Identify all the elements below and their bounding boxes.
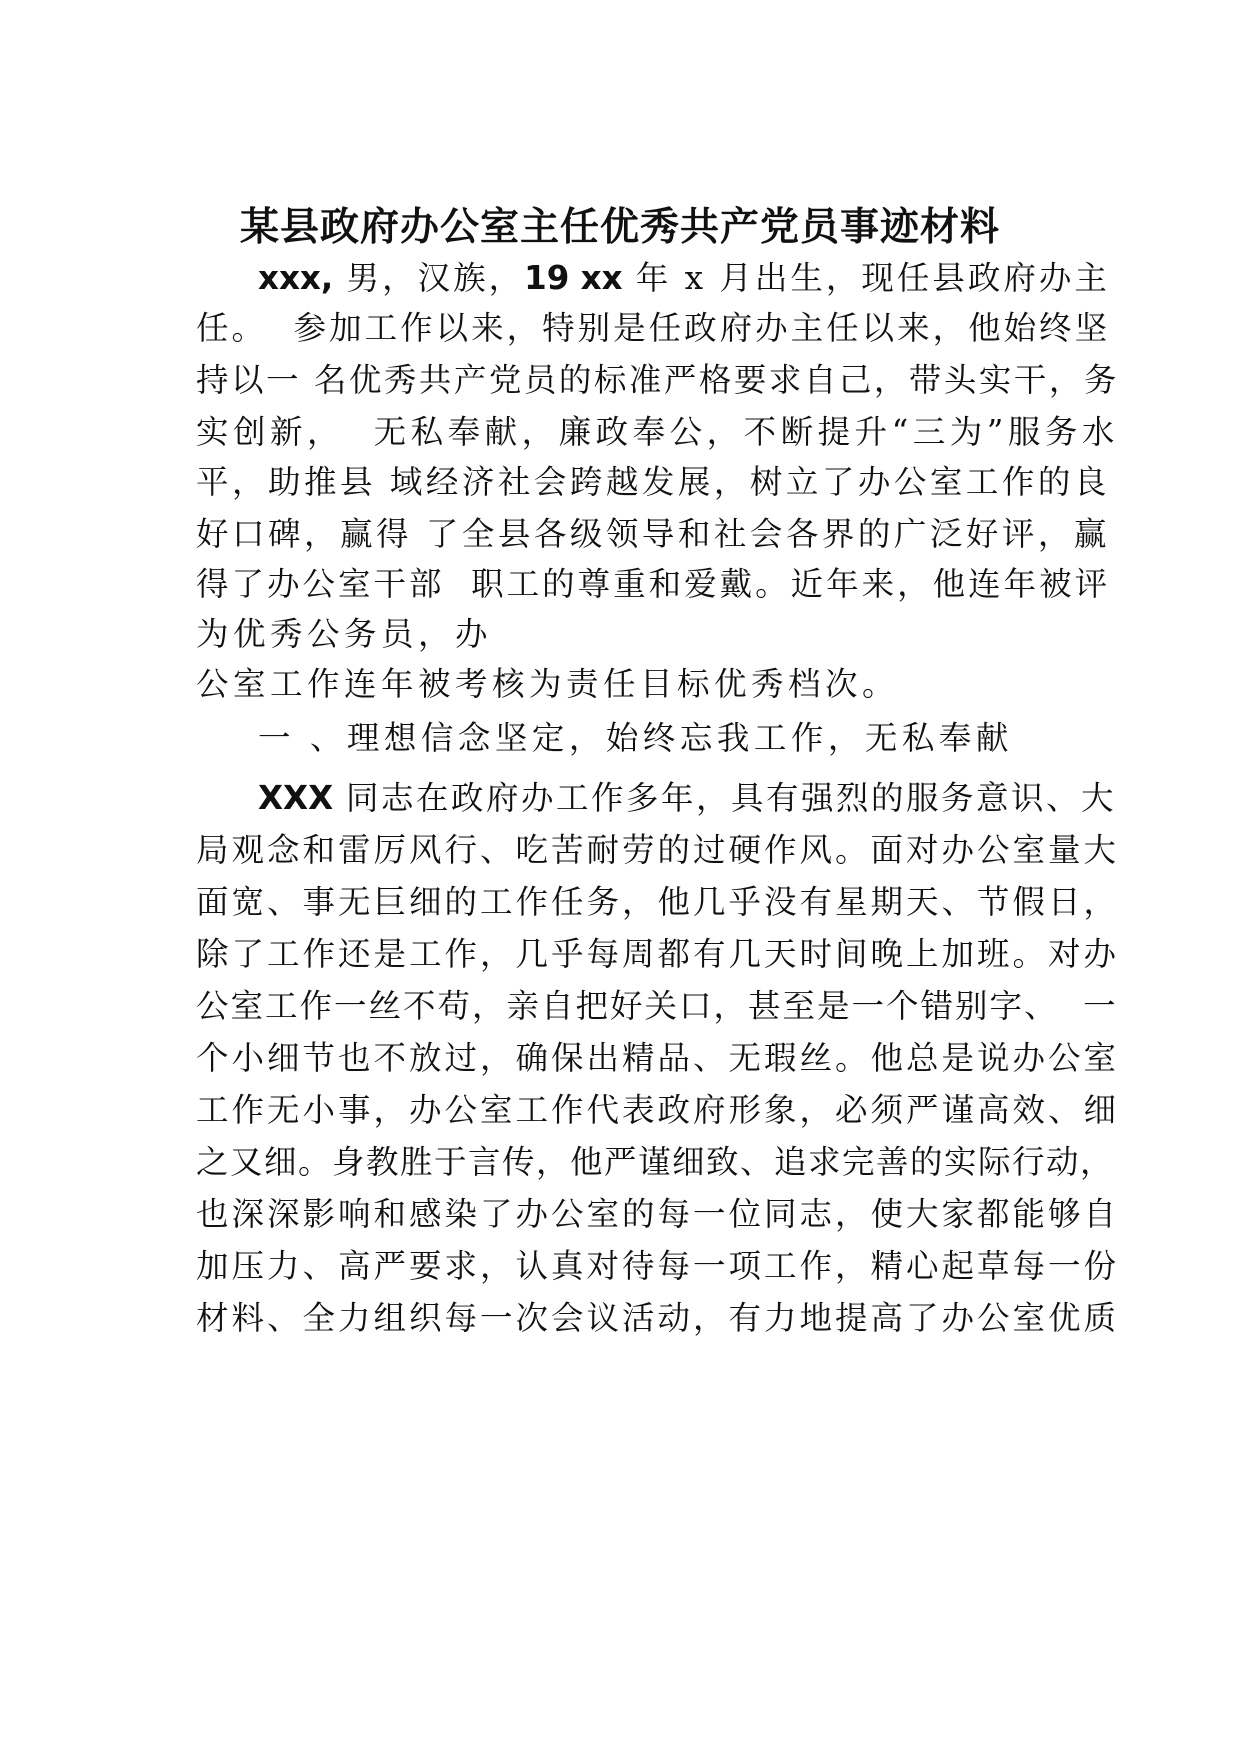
- intro-line-1: xxx, 男，汉族，19 xx 年 x 月出生，现任县政府办主: [258, 259, 1110, 297]
- person-name: xxx,: [258, 259, 334, 297]
- intro-line-5: 平，助推县 域经济社会跨越发展，树立了办公室工作的良: [196, 463, 1110, 501]
- intro-line-8: 为优秀公务员，办: [196, 615, 493, 653]
- section-1-line-11: 材料、全力组织每一次会议活动，有力地提高了办公室优质: [196, 1299, 1120, 1337]
- section-1-line-1: XXX 同志在政府办工作多年，具有强烈的服务意识、大: [258, 779, 1117, 817]
- intro-line-3: 持以一 名优秀共产党员的标准严格要求自己，带头实干，务: [196, 361, 1119, 399]
- section-1-line-9: 也深深影响和感染了办公室的每一位同志，使大家都能够自: [196, 1195, 1120, 1233]
- section-1-line-6: 个小细节也不放过，确保出精品、无瑕丝。他总是说办公室: [196, 1039, 1120, 1077]
- person-name-xxx: XXX: [258, 779, 334, 817]
- section-1-line-7: 工作无小事，办公室工作代表政府形象，必须严谨高效、细: [196, 1091, 1120, 1129]
- section-1-line-3: 面宽、事无巨细的工作任务，他几乎没有星期天、节假日，: [196, 883, 1120, 921]
- section-1-line-10: 加压力、高严要求，认真对待每一项工作，精心起草每一份: [196, 1247, 1120, 1285]
- section-1-line-8: 之又细。身教胜于言传，他严谨细致、追求完善的实际行动，: [196, 1143, 1115, 1181]
- intro-line-9: 公室工作连年被考核为责任目标优秀档次。: [196, 665, 900, 703]
- section-1-line-2: 局观念和雷厉风行、吃苦耐劳的过硬作风。面对办公室量大: [196, 831, 1120, 869]
- intro-line-6: 好口碑，赢得 了全县各级领导和社会各界的广泛好评，赢: [196, 515, 1110, 553]
- section-1-heading: 一 、理想信念坚定，始终忘我工作，无私奉献: [258, 719, 1013, 757]
- document-title: 某县政府办公室主任优秀共产党员事迹材料: [239, 205, 1000, 250]
- intro-line-7: 得了办公室干部 职工的尊重和爱戴。近年来，他连年被评: [196, 565, 1111, 603]
- section-1-line-5: 公室工作一丝不苟，亲自把好关口，甚至是一个错别字、 一: [196, 987, 1118, 1025]
- section-1-line-4: 除了工作还是工作，几乎每周都有几天时间晚上加班。对办: [196, 935, 1120, 973]
- intro-line-4: 实创新， 无私奉献，廉政奉公，不断提升“三为”服务水: [196, 413, 1119, 451]
- intro-line-2: 任。 参加工作以来，特别是任政府办主任以来，他始终坚: [196, 309, 1111, 347]
